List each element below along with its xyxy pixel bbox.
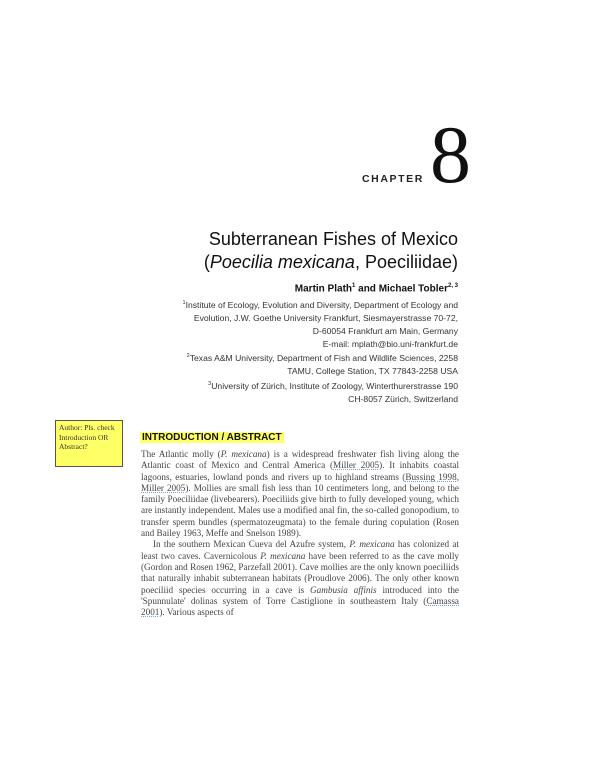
paragraph: The Atlantic molly (P. mexicana) is a widespread freshwater fish living along the Atlantic coast of Mexico and Central America (Miller 2005). It inhabits coastal lagoons, estuaries, lowland ponds and rivers up to highland streams (Bussing 1998, Miller 2005). Mollies are small fish less than 10 centimeters long, and belong to the family Poeciliidae (livebearers). Poeciliids give birth to fully developed young, which are instantly independent. Males use a modified anal fin, the so-called gonopodium, to transfer sperm bundles (spermatozeugmata) to the female during copulation (Rosen and Bailey 1963, Meffe and Snelson 1989).: [141, 449, 460, 539]
authors: Martin Plath$^1$ and Michael Tobler$^{2, 3}$: [294, 283, 458, 295]
title-line-1: Subterranean Fishes of Mexico: [208, 229, 458, 249]
title-species: Poecilia mexicana: [209, 252, 355, 272]
author-query-note[interactable]: Author: Pls. check Introduction OR Abstract?: [55, 420, 123, 467]
affiliations: [138, 297, 458, 406]
chapter-title: [204, 228, 458, 274]
affiliation-line: $^3$University of Zürich, Institute of Zoology, Winterthurerstrasse 190: [208, 381, 458, 392]
affiliation-line: $^2$Texas A&M University, Department of Fish and Wildlife Sciences, 2258: [186, 353, 458, 364]
affiliation-email[interactable]: E-mail: mplath@bio.uni-frankfurt.de: [322, 338, 458, 349]
citation-link[interactable]: Bussing 1998: [405, 471, 457, 482]
author-2: Michael Tobler: [378, 283, 448, 295]
body-text: [141, 449, 459, 618]
affiliation-line: $^1$Institute of Ecology, Evolution and Diversity, Department of Ecology and: [182, 299, 458, 310]
citation-link[interactable]: Camassa 2001: [141, 595, 459, 618]
paragraph: In the southern Mexican Cueva del Azufre system, P. mexicana has colonized at least two caves. Cavernicolous P. mexicana have been referred to as the cave molly (Gordon and Rosen 1962, Parzefall 2001). Cave mollies are the only known poeciliids that naturally inhabit subterranean habitats (Proudlove 2006). The only other known poeciliid species occurring in a cave is Gambusia affinis introduced into the 'Spunnulate' dolinas system of Torre Castiglione in southeastern Italy (Camassa 2001). Various aspects of: [141, 539, 460, 618]
chapter-number: 8: [430, 109, 471, 200]
affiliation-line: Evolution, J.W. Goethe University Frankfurt, Siesmayerstrasse 70-72,: [193, 312, 458, 323]
section-heading: INTRODUCTION / ABSTRACT: [142, 432, 282, 443]
affiliation-line: CH-8057 Zürich, Switzerland: [348, 393, 458, 404]
title-line-2: (Poecilia mexicana, Poeciliidae): [203, 252, 458, 272]
chapter-label: CHAPTER: [362, 173, 424, 185]
affiliation-line: D-60054 Frankfurt am Main, Germany: [312, 325, 458, 336]
author-1: Martin Plath: [294, 283, 353, 295]
affiliation-line: TAMU, College Station, TX 77843-2258 USA: [287, 366, 458, 377]
citation-link[interactable]: Miller 2005: [141, 482, 186, 493]
citation-link[interactable]: Miller 2005: [333, 460, 380, 471]
